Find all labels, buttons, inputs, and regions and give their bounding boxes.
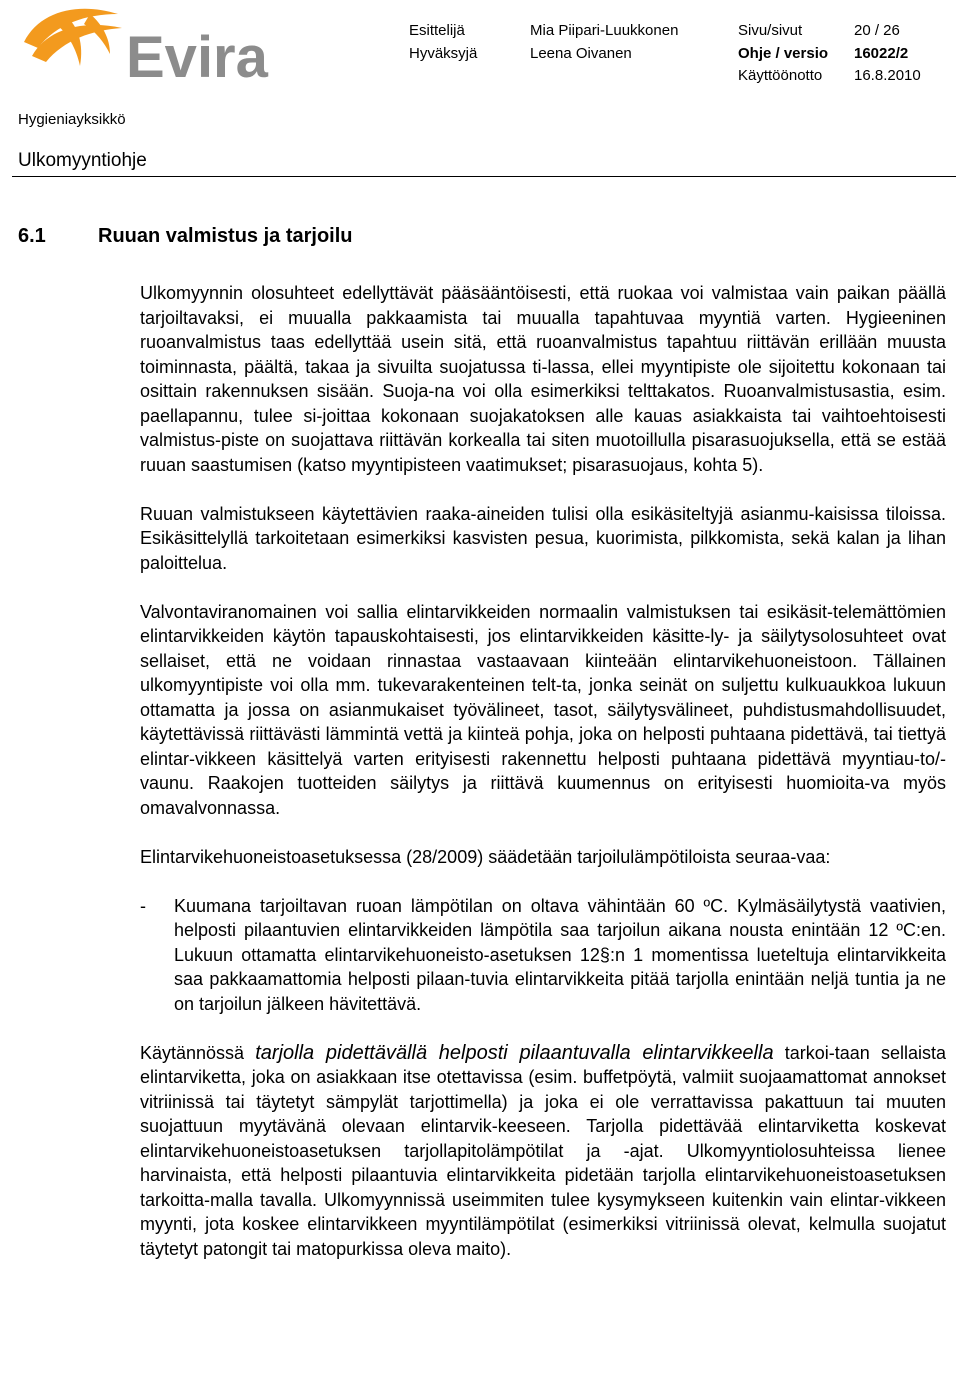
presenter-name: Mia Piipari-Luukkonen [530, 22, 679, 39]
evira-logo [20, 4, 290, 82]
logo-wordmark: Evira [126, 25, 268, 82]
guide-version-label: Ohje / versio [738, 45, 829, 62]
paragraph-2: Ruuan valmistukseen käytettävien raaka-aineiden tulisi olla esikäsiteltyjä asianmu-kaisissa tiloissa. Esikäsittelyllä tarkoitetaan esimerkiksi kasvisten pesua, kuorimista, pilkkomista, sekä kalan ja lihan paloittelua. [140, 503, 946, 573]
presenter-label: Esittelijä [409, 22, 465, 39]
unit-name: Hygieniayksikkö [18, 111, 126, 128]
date-value: 16.8.2010 [854, 67, 921, 84]
paragraph-4: Elintarvikehuoneistoasetuksessa (28/2009) säädetään tarjoilulämpötiloista seuraa-vaa: [140, 846, 831, 867]
page-number: 20 / 26 [854, 22, 900, 39]
approver-label: Hyväksyjä [409, 45, 478, 62]
paragraph-5 [140, 1041, 946, 1262]
list-item-text: Kuumana tarjoiltavan ruoan lämpötilan on oltava vähintään 60 ºC. Kylmäsäilytystä vaativien, helposti pilaantuvien elintarvikkeiden lämpötila saa tarjoilun aikana nousta enintään 12 ºC:en. Lukuun ottamatta elintarvikehuoneisto-asetuksen 12§:n 1 momentissa lueteltuja elintarvikkeita saa pakkaamattomia helposti pilaan-tuvia elintarvikkeita pitää tarjolla enintään neljä tuntia ja ne on tarjoilun jälkeen hävitettävä. [174, 895, 946, 1014]
list-dash: - [140, 895, 146, 916]
date-label: Käyttöönotto [738, 67, 823, 84]
header-divider [12, 176, 956, 177]
paragraph-3: Valvontaviranomainen voi sallia elintarvikkeiden normaalin valmistuksen tai esikäsit-telemättömien elintarvikkeiden käytön tapauskohtaisesti, jos elintarvikkeiden käsitte-ly- ja säilytysolosuhteet ovat sellaiset, että ne voidaan rinnastaa vastaavaan kiinteään elintarvikehuoneistoon. Tällainen ulkomyyntipiste voi olla mm. tukevarakenteinen telt-ta, jonka seinät on suljettu kulkuaukkoa lukuun ottamatta ja jossa on asianmukaiset työvälineet, tasot, säilytysvälineet, puhdistusmahdollisuudet, käytettävissä riittävästi lämmintä vettä ja kiinteä pohja, joka on helposti puhtaana pidettävä, tai tiettyä elintar-vikkeen käsittelyä varten erityisesti rakennettu helposti puhtaana pidettävä myyntiau-to/-vaunu. Raakojen tuotteiden säilytys ja riittävä kuumennus on erityisesti huomioita-va myös omavalvonnassa. [140, 601, 946, 818]
section-number: 6.1 [18, 225, 46, 247]
approver-name: Leena Oivanen [530, 45, 632, 62]
section-title: Ruuan valmistus ja tarjoilu [98, 225, 353, 247]
paragraph-5-rest: tarkoi-taan sellaista elintarviketta, joka on asiakkaan itse otettavissa (esim. buffetpöytä, valmiit suojaamattomat annokset vitriinissä tai täytetyt sämpylät tarjottimella) ja joka ei ole verrattavissa pakattuun tai muuten suojattuun myytävänä olevaan elintarvik-keeseen. Tarjolla pidettävää elintarviketta koskevat elintarvikehuoneistoasetuksen tarjollapitolämpötilat ja -ajat. Ulkomyyntiolosuhteissa lienee harvinaista, että helposti pilaantuvia elintarvikkeita pidetään tarjolla elintarvikehuoneistoasetuksen tarkoitta-malla tavalla. Ulkomyynnissä useimmiten tulee kysymykseen kuitenkin vain elintar-vikkeen myynti, jota koskee elintarvikkeen myyntilämpötilat (esimerkiksi vitriinissä olevat, kelmulla suojatut täytetyt patongit tai matopurkissa oleva maito). [140, 1042, 947, 1259]
guide-version: 16022/2 [854, 45, 909, 62]
page-label: Sivu/sivut [738, 22, 803, 39]
document-body [140, 281, 946, 1261]
paragraph-5-lead: Käytännössä [140, 1042, 256, 1063]
paragraph-5-emphasis: tarjolla pidettävällä helposti pilaantuvalla elintarvikkeella [255, 1041, 774, 1064]
document-type: Ulkomyyntiohje [18, 150, 147, 171]
list-item [140, 894, 946, 1017]
section-heading [18, 224, 353, 248]
logo-graphic [20, 4, 290, 82]
paragraph-1: Ulkomyynnin olosuhteet edellyttävät pääsääntöisesti, että ruokaa voi valmistaa vain paikan päällä tarjoiltavaksi, ei muualla pakkaamista tai muualla tapahtuvaa myyntiä varten. Hygieeninen ruoanvalmistus taas edellyttää usein sitä, että ruoanvalmistus tapahtuu riittävän erillään muusta toiminnasta, päältä, takaa ja sivuilta suojatussa ti-lassa, ellei myyntipiste ole sijoitettu kokonaan tai osittain rakennuksen sisään. Suoja-na voi olla esimerkiksi telttakatos. Ruoanvalmistusastia, esim. paellapannu, tulee si-joittaa kokonaan suojakatoksen alle kauas asiakkaista tai vaihtoehtoisesti valmistus-piste on suojattava riittävän korkealla tai siten muotoillulla pisarasuojuksella, että se estää ruuan saastumisen (katso myyntipisteen vaatimukset; pisarasuojaus, kohta 5). [140, 283, 946, 475]
